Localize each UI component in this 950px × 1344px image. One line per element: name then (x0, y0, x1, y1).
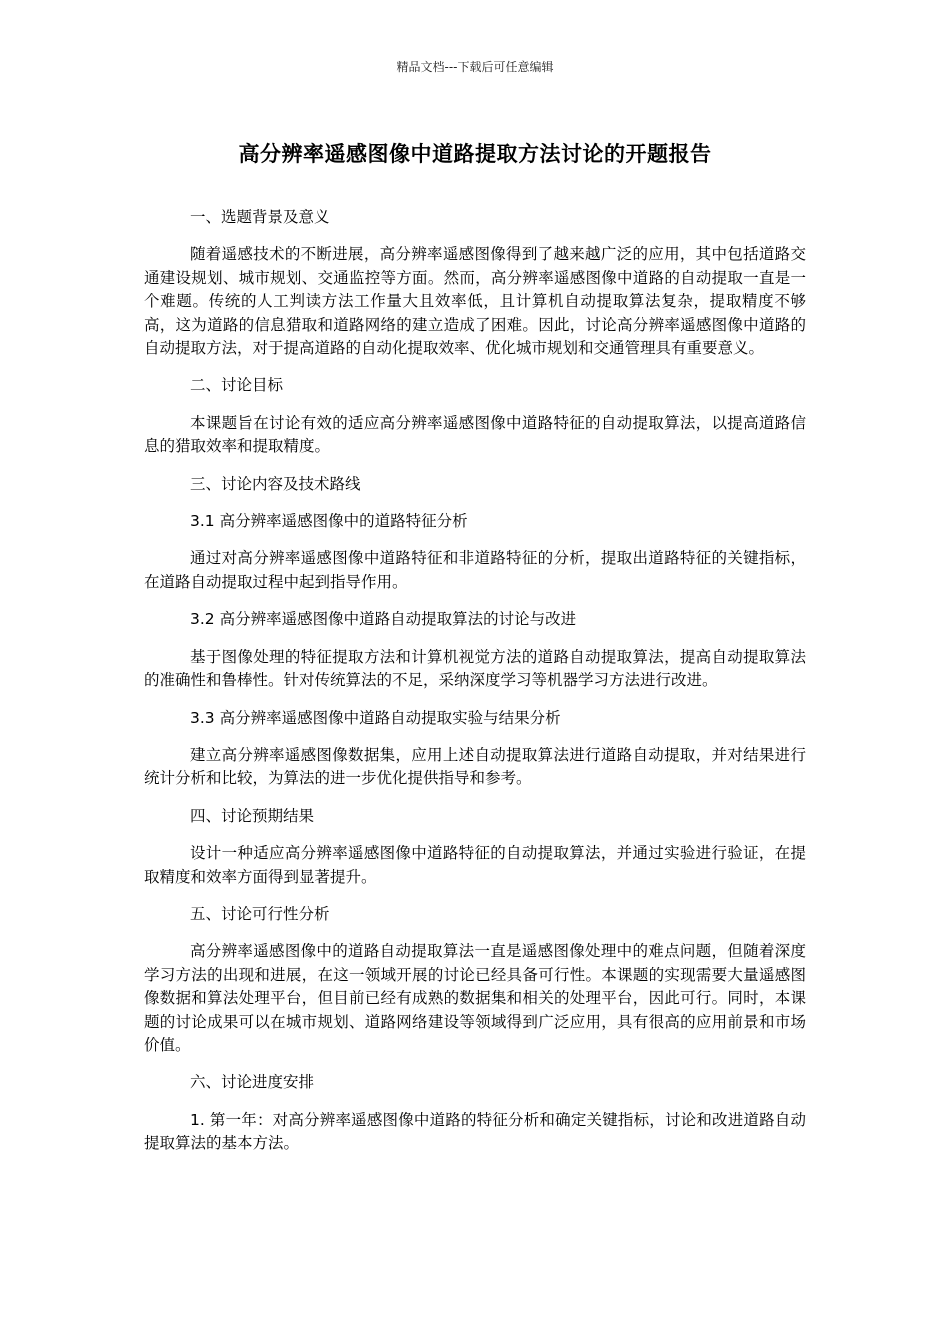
paragraph-objective: 本课题旨在讨论有效的适应高分辨率遥感图像中道路特征的自动提取算法，以提高道路信息的猎取效率和提取精度。 (144, 413, 806, 456)
document-title: 高分辨率遥感图像中道路提取方法讨论的开题报告 (238, 142, 712, 166)
header-note: 精品文档---下载后可任意编辑 (396, 60, 554, 74)
subsection-heading-3-1: 3.1 高分辨率遥感图像中的道路特征分析 (190, 512, 468, 531)
document-body (144, 206, 806, 1170)
section-heading-1: 一、选题背景及意义 (190, 208, 330, 226)
section-heading-5: 五、讨论可行性分析 (190, 904, 330, 923)
paragraph-schedule-year-1: 1. 第一年：对高分辨率遥感图像中道路的特征分析和确定关键指标，讨论和改进道路自动提取算法的基本方法。 (144, 1110, 806, 1153)
paragraph-expected-results: 设计一种适应高分辨率遥感图像中道路特征的自动提取算法，并通过实验进行验证，在提取精度和效率方面得到显著提升。 (144, 844, 806, 886)
paragraph-background: 随着遥感技术的不断进展，高分辨率遥感图像得到了越来越广泛的应用，其中包括道路交通建设规划、城市规划、交通监控等方面。然而，高分辨率遥感图像中道路的自动提取一直是一个难题。传统的人工判读方法工作量大且效率低，且计算机自动提取算法复杂，提取精度不够高，这为道路的信息猎取和道路网络的建立造成了困难。因此，讨论高分辨率遥感图像中道路的自动提取方法，对于提高道路的自动化提取效率、优化城市规划和交通管理具有重要意义。 (144, 245, 806, 358)
paragraph-3-1: 通过对高分辨率遥感图像中道路特征和非道路特征的分析，提取出道路特征的关键指标，在道路自动提取过程中起到指导作用。 (144, 549, 806, 591)
subsection-heading-3-3: 3.3 高分辨率遥感图像中道路自动提取实验与结果分析 (190, 708, 561, 727)
subsection-heading-3-2: 3.2 高分辨率遥感图像中道路自动提取算法的讨论与改进 (190, 610, 577, 629)
section-heading-3: 三、讨论内容及技术路线 (190, 474, 361, 493)
section-heading-6: 六、讨论进度安排 (190, 1073, 315, 1092)
paragraph-feasibility: 高分辨率遥感图像中的道路自动提取算法一直是遥感图像处理中的难点问题，但随着深度学习方法的出现和进展，在这一领域开展的讨论已经具备可行性。本课题的实现需要大量遥感图像数据和算法处理平台，但目前已经有成熟的数据集和相关的处理平台，因此可行。同时，本课题的讨论成果可以在城市规划、道路网络建设等领域得到广泛应用，具有很高的应用前景和市场价值。 (144, 942, 806, 1054)
paragraph-3-3: 建立高分辨率遥感图像数据集，应用上述自动提取算法进行道路自动提取，并对结果进行统计分析和比较，为算法的进一步优化提供指导和参考。 (144, 745, 806, 788)
section-heading-4: 四、讨论预期结果 (190, 806, 315, 825)
section-heading-2: 二、讨论目标 (190, 376, 284, 395)
paragraph-3-2: 基于图像处理的特征提取方法和计算机视觉方法的道路自动提取算法，提高自动提取算法的准确性和鲁棒性。针对传统算法的不足，采纳深度学习等机器学习方法进行改进。 (144, 647, 806, 690)
